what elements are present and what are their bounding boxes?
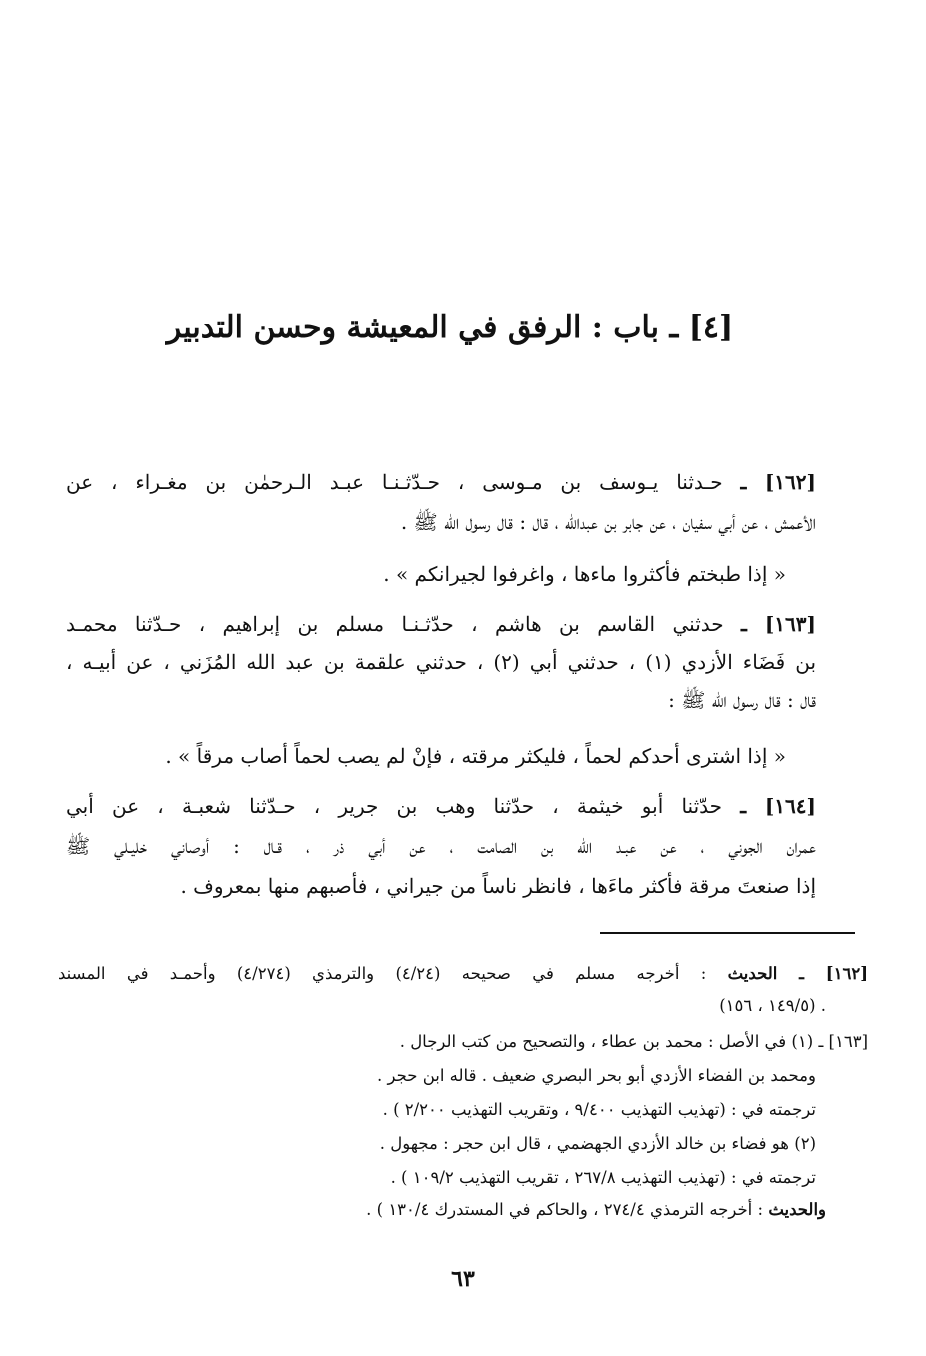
footnote-text: (١) في الأصل : محمد بن عطاء ، والتصحيح من كتب الرجال . [399,1032,814,1051]
chapter-heading: [٤] ـ باب : الرفق في المعيشة وحسن التدبير [166,310,734,345]
footnote-163-line-2: ومحمد بن الفضاء الأزدي أبو بحر البصري ضعيف . قاله ابن حجر . [377,1066,816,1085]
hadith-number: [١٦٢] ـ [740,470,816,494]
hadith-text: حدّثنا أبو خيثمة ، حدّثنا وهب بن جرير ، حـدّثنا شعبـة ، عن أبي [66,794,722,818]
footnote-label: والحديث [768,1200,826,1219]
hadith-text: حدثني القاسم بن هاشم ، حدّثـنـا مسلم بن إبراهيم ، حـدّثنا محمـد [66,612,724,636]
hadith-163-line-3: قال : قال رسول الله ﷺ : [668,688,816,712]
footnote-separator [600,932,855,934]
hadith-162-line-2: الأعمش ، عن أبي سفيان ، عن جابر بن عبدالله ، قال : قال رسول الله ﷺ . [400,510,816,534]
footnote-163-line-3: ترجمته في : (تهذيب التهذيب ٩/٤٠٠ ، وتقريب التهذيب ٢/٢٠٠ ) . [382,1100,816,1119]
hadith-163-quote: « إذا اشترى أحدكم لحماً ، فليكثر مرقته ، فإنْ لم يصب لحماً أصاب مرقاً » . [165,744,786,768]
hadith-164-line-1 [66,792,816,820]
hadith-163-line-1 [66,610,816,638]
footnote-label: [١٦٣] ـ [818,1032,868,1051]
footnote-163-line-1 [58,1030,868,1054]
footnote-163-line-5: ترجمته في : (تهذيب التهذيب ٢٦٧/٨ ، تقريب التهذيب ١٠٩/٢ ) . [390,1168,816,1187]
footnote-text: : أخرجه الترمذي ٢٧٤/٤ ، والحاكم في المستدرك ١٣٠/٤ ) . [366,1200,764,1219]
page-number: ٦٣ [451,1266,475,1292]
hadith-164-line-3: إذا صنعتَ مرقة فأكثر ماءَها ، فانظر ناساً من جيراني ، فأصبهم منها بمعروف . [180,874,816,898]
hadith-163-line-2: بن فَضَاء الأزدي (١) ، حدثني أبي (٢) ، حدثني علقمة بن عبد الله المُزَني ، عن أبيـه ، [66,650,816,674]
footnote-163-line-4: (٢) هو فضاء بن خالد الأزدي الجهضمي ، قال ابن حجر : مجهول . [379,1134,816,1153]
hadith-number: [١٦٤] ـ [740,794,816,818]
hadith-164-line-2: عمران الجوني ، عن عبـد الله بن الصامت ، عن أبي ذر ، قـال : أوصاني خليـلي ﷺ [66,834,816,858]
footnote-text: : أخرجه مسلم في صحيحه (٤/٢٤) والترمذي (٤/٢٧٤) وأحمـد في المسند [58,964,707,983]
footnote-162-line-2: (١٤٩/٥ ، ١٥٦) . [719,996,826,1015]
footnote-162-line-1 [58,962,868,986]
footnote-163-line-6 [66,1198,826,1222]
hadith-162-line-1 [66,468,816,496]
footnote-label: [١٦٢] ـ الحديث [727,964,868,983]
hadith-text: حـدثنا يـوسف بن مـوسى ، حـدّثـنـا عبـد الـرحمٰن بن مغـراء ، عن [66,470,723,494]
hadith-number: [١٦٣] ـ [741,612,816,636]
hadith-162-quote: « إذا طبختم فأكثروا ماءها ، واغرفوا لجيرانكم » . [383,562,786,586]
